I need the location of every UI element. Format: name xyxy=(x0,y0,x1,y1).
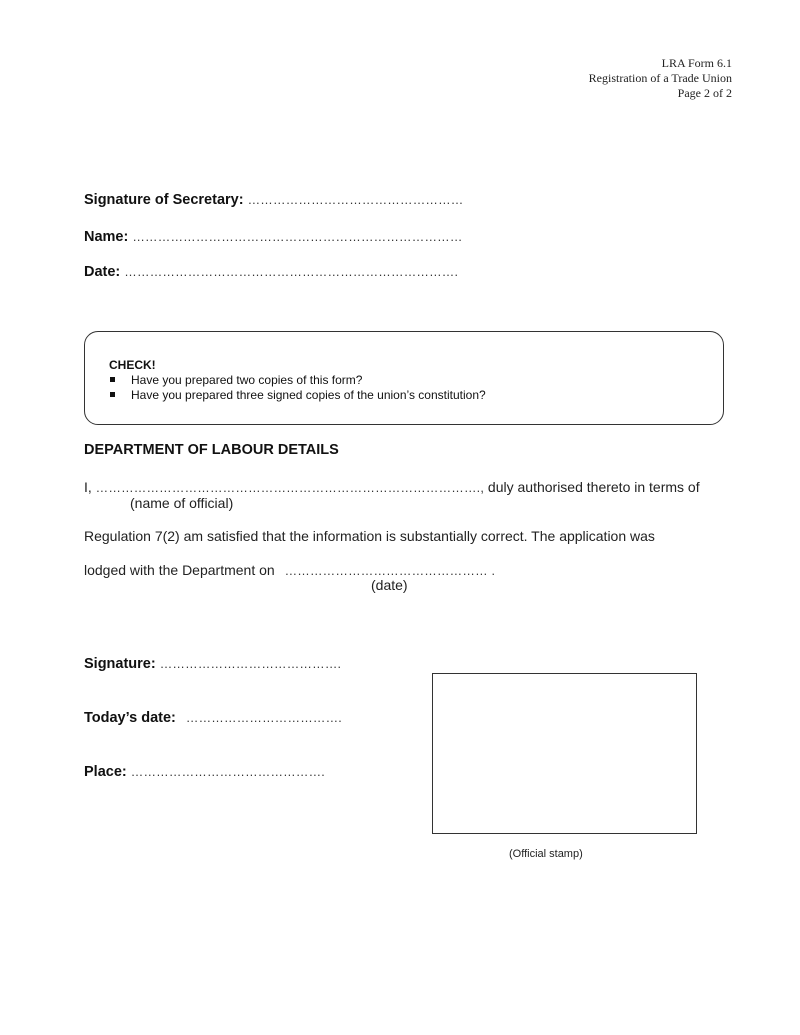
secretary-date-label: Date: xyxy=(84,264,121,280)
stamp-caption: (Official stamp) xyxy=(509,848,583,860)
check-title: CHECK! xyxy=(109,358,156,372)
official-name-caption: (name of official) xyxy=(130,495,234,511)
secretary-name-field xyxy=(84,229,463,245)
check-item-text: Have you prepared three signed copies of the union’s constitution? xyxy=(131,388,486,402)
form-title: Registration of a Trade Union xyxy=(588,71,732,85)
official-prefix: I, xyxy=(84,479,92,495)
lodged-date-caption: (date) xyxy=(371,577,408,593)
page-number: Page 2 of 2 xyxy=(677,86,732,100)
regulation-statement: Regulation 7(2) am satisfied that the information is substantially correct. The application was xyxy=(84,528,655,544)
secretary-signature-label: Signature of Secretary: xyxy=(84,192,244,208)
secretary-signature-field xyxy=(84,192,464,208)
secretary-name-line[interactable]: …………………………………………………………………… xyxy=(132,230,463,244)
official-signature-field xyxy=(84,656,341,672)
place-line[interactable]: ………………………………………. xyxy=(130,765,325,779)
official-signature-line[interactable]: ……………………………………. xyxy=(159,657,342,671)
lodged-date-line xyxy=(84,562,495,578)
form-header xyxy=(589,56,732,101)
department-heading: DEPARTMENT OF LABOUR DETAILS xyxy=(84,442,339,458)
todays-date-field xyxy=(84,710,342,726)
official-suffix: duly authorised thereto in terms of xyxy=(487,479,700,495)
form-id: LRA Form 6.1 xyxy=(661,56,732,70)
lodged-date-dots[interactable]: ………………………………………… . xyxy=(284,564,496,578)
secretary-signature-line[interactable]: …………………………………………… xyxy=(247,193,464,207)
check-item-text: Have you prepared two copies of this form? xyxy=(131,373,363,387)
official-name-line xyxy=(84,479,700,495)
lodged-prefix: lodged with the Department on xyxy=(84,562,275,578)
bullet-icon xyxy=(110,377,115,382)
place-field xyxy=(84,764,325,780)
secretary-date-field xyxy=(84,264,458,280)
place-label: Place: xyxy=(84,764,127,780)
todays-date-label: Today’s date: xyxy=(84,710,176,726)
official-name-dots[interactable]: ………………………………………………………………………………., xyxy=(95,481,485,495)
secretary-name-label: Name: xyxy=(84,229,129,245)
official-signature-label: Signature: xyxy=(84,656,156,672)
check-item xyxy=(109,373,362,387)
bullet-icon xyxy=(110,392,115,397)
official-stamp-box xyxy=(432,673,697,834)
secretary-date-line[interactable]: ……………………………………………………………………. xyxy=(124,265,459,279)
todays-date-line[interactable]: ………………………………. xyxy=(185,711,342,725)
check-item xyxy=(109,388,486,402)
